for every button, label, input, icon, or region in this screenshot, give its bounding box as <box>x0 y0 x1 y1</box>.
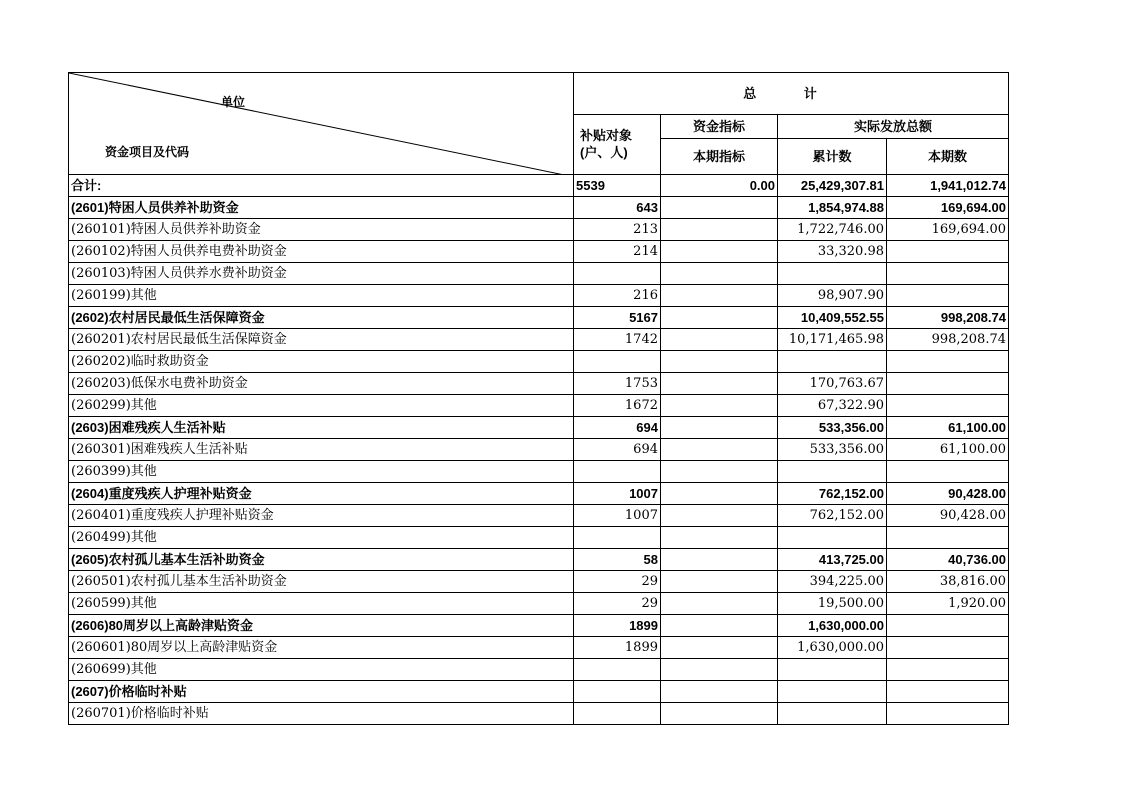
row-subsidy-target: 5167 <box>574 307 661 329</box>
actual-total-header: 实际发放总额 <box>778 115 1009 139</box>
row-cumulative <box>778 461 887 483</box>
row-current-index <box>661 615 778 637</box>
row-cumulative: 98,907.90 <box>778 285 887 307</box>
row-cumulative: 33,320.98 <box>778 241 887 263</box>
row-label: (260102)特困人员供养电费补助资金 <box>69 241 574 263</box>
row-current-index <box>661 703 778 725</box>
row-current-index <box>661 197 778 219</box>
current-index-header: 本期指标 <box>661 139 778 175</box>
row-subsidy-target: 29 <box>574 593 661 615</box>
row-subsidy-target: 694 <box>574 417 661 439</box>
row-current-index <box>661 659 778 681</box>
row-subsidy-target <box>574 351 661 373</box>
row-cumulative <box>778 659 887 681</box>
cumulative-header: 累计数 <box>778 139 887 175</box>
table-row <box>69 329 1009 351</box>
row-subsidy-target: 5539 <box>574 175 661 197</box>
row-current-period <box>887 461 1009 483</box>
total-title: 总 计 <box>743 85 839 101</box>
row-subsidy-target: 694 <box>574 439 661 461</box>
row-current-index <box>661 681 778 703</box>
table-row <box>69 703 1009 725</box>
row-cumulative: 533,356.00 <box>778 417 887 439</box>
row-current-period: 40,736.00 <box>887 549 1009 571</box>
row-subsidy-target: 213 <box>574 219 661 241</box>
row-current-period: 169,694.00 <box>887 197 1009 219</box>
table-row <box>69 417 1009 439</box>
table-row <box>69 461 1009 483</box>
row-current-period: 998,208.74 <box>887 307 1009 329</box>
row-current-period: 90,428.00 <box>887 483 1009 505</box>
row-subsidy-target: 643 <box>574 197 661 219</box>
table-row <box>69 241 1009 263</box>
row-current-period <box>887 285 1009 307</box>
table-row <box>69 263 1009 285</box>
row-current-index <box>661 505 778 527</box>
table-row <box>69 549 1009 571</box>
table-row <box>69 505 1009 527</box>
row-current-index <box>661 461 778 483</box>
row-current-period: 1,920.00 <box>887 593 1009 615</box>
row-label: (260599)其他 <box>69 593 574 615</box>
row-label: (260202)临时救助资金 <box>69 351 574 373</box>
item-label: 资金项目及代码 <box>105 145 190 159</box>
row-current-period <box>887 263 1009 285</box>
subsidy-table <box>68 72 1009 725</box>
row-cumulative <box>778 351 887 373</box>
row-current-period: 90,428.00 <box>887 505 1009 527</box>
row-cumulative: 1,854,974.88 <box>778 197 887 219</box>
row-subsidy-target: 58 <box>574 549 661 571</box>
row-cumulative: 1,630,000.00 <box>778 615 887 637</box>
row-label: (260199)其他 <box>69 285 574 307</box>
row-label: (2604)重度残疾人护理补贴资金 <box>69 483 574 505</box>
table-row <box>69 439 1009 461</box>
row-label: (2602)农村居民最低生活保障资金 <box>69 307 574 329</box>
row-label: (2606)80周岁以上高龄津贴资金 <box>69 615 574 637</box>
row-current-index <box>661 241 778 263</box>
row-current-period: 61,100.00 <box>887 417 1009 439</box>
table-row <box>69 637 1009 659</box>
row-current-period <box>887 703 1009 725</box>
table-row <box>69 307 1009 329</box>
current-period-header: 本期数 <box>887 139 1009 175</box>
row-label: (260601)80周岁以上高龄津贴资金 <box>69 637 574 659</box>
row-current-index: 0.00 <box>661 175 778 197</box>
row-label: 合计: <box>69 175 574 197</box>
row-cumulative: 533,356.00 <box>778 439 887 461</box>
row-subsidy-target <box>574 703 661 725</box>
row-current-period <box>887 395 1009 417</box>
row-subsidy-target <box>574 659 661 681</box>
row-current-index <box>661 417 778 439</box>
row-label: (260499)其他 <box>69 527 574 549</box>
row-cumulative <box>778 703 887 725</box>
row-cumulative: 1,722,746.00 <box>778 219 887 241</box>
row-current-period <box>887 527 1009 549</box>
subsidy-target-header: 补贴对象(户、人) <box>574 115 661 175</box>
row-cumulative: 10,409,552.55 <box>778 307 887 329</box>
row-subsidy-target <box>574 681 661 703</box>
table-row <box>69 219 1009 241</box>
row-current-index <box>661 263 778 285</box>
row-subsidy-target: 1007 <box>574 483 661 505</box>
row-subsidy-target: 1672 <box>574 395 661 417</box>
row-current-period <box>887 615 1009 637</box>
row-subsidy-target: 216 <box>574 285 661 307</box>
row-cumulative <box>778 263 887 285</box>
row-label: (260299)其他 <box>69 395 574 417</box>
row-current-index <box>661 637 778 659</box>
row-label: (260401)重度残疾人护理补贴资金 <box>69 505 574 527</box>
row-label: (260103)特困人员供养水费补助资金 <box>69 263 574 285</box>
row-current-index <box>661 571 778 593</box>
row-current-index <box>661 219 778 241</box>
table-row <box>69 175 1009 197</box>
row-cumulative <box>778 527 887 549</box>
row-label: (2601)特困人员供养补助资金 <box>69 197 574 219</box>
row-current-index <box>661 549 778 571</box>
table-row <box>69 351 1009 373</box>
table-row <box>69 483 1009 505</box>
row-cumulative: 394,225.00 <box>778 571 887 593</box>
table-row <box>69 681 1009 703</box>
row-label: (260399)其他 <box>69 461 574 483</box>
row-label: (260501)农村孤儿基本生活补助资金 <box>69 571 574 593</box>
row-subsidy-target: 1899 <box>574 615 661 637</box>
row-current-period: 1,941,012.74 <box>887 175 1009 197</box>
row-subsidy-target <box>574 263 661 285</box>
row-current-index <box>661 395 778 417</box>
row-label: (2607)价格临时补贴 <box>69 681 574 703</box>
row-label: (260201)农村居民最低生活保障资金 <box>69 329 574 351</box>
table-row <box>69 659 1009 681</box>
row-cumulative: 67,322.90 <box>778 395 887 417</box>
row-label: (2605)农村孤儿基本生活补助资金 <box>69 549 574 571</box>
row-subsidy-target: 1007 <box>574 505 661 527</box>
table-row <box>69 571 1009 593</box>
row-label: (260699)其他 <box>69 659 574 681</box>
row-current-index <box>661 373 778 395</box>
row-cumulative: 1,630,000.00 <box>778 637 887 659</box>
row-cumulative: 170,763.67 <box>778 373 887 395</box>
diagonal-header-cell <box>69 73 574 175</box>
row-label: (260701)价格临时补贴 <box>69 703 574 725</box>
fund-index-header: 资金指标 <box>661 115 778 139</box>
row-current-index <box>661 329 778 351</box>
row-current-index <box>661 593 778 615</box>
unit-label: 单位 <box>221 95 246 109</box>
total-title-cell <box>574 73 1009 115</box>
row-subsidy-target: 1742 <box>574 329 661 351</box>
row-label: (260301)困难残疾人生活补贴 <box>69 439 574 461</box>
table-row <box>69 197 1009 219</box>
row-cumulative: 25,429,307.81 <box>778 175 887 197</box>
row-current-period <box>887 351 1009 373</box>
row-cumulative: 10,171,465.98 <box>778 329 887 351</box>
row-label: (260203)低保水电费补助资金 <box>69 373 574 395</box>
row-cumulative <box>778 681 887 703</box>
row-subsidy-target: 214 <box>574 241 661 263</box>
table-row <box>69 527 1009 549</box>
row-cumulative: 762,152.00 <box>778 483 887 505</box>
row-current-index <box>661 483 778 505</box>
row-current-period <box>887 659 1009 681</box>
row-cumulative: 413,725.00 <box>778 549 887 571</box>
row-label: (260101)特困人员供养补助资金 <box>69 219 574 241</box>
row-current-index <box>661 439 778 461</box>
table-row <box>69 285 1009 307</box>
row-cumulative: 762,152.00 <box>778 505 887 527</box>
table-row <box>69 395 1009 417</box>
row-current-index <box>661 285 778 307</box>
row-current-period <box>887 637 1009 659</box>
table-row <box>69 615 1009 637</box>
row-current-period: 38,816.00 <box>887 571 1009 593</box>
row-subsidy-target <box>574 527 661 549</box>
row-subsidy-target <box>574 461 661 483</box>
row-subsidy-target: 1753 <box>574 373 661 395</box>
row-label: (2603)困难残疾人生活补贴 <box>69 417 574 439</box>
row-subsidy-target: 1899 <box>574 637 661 659</box>
table-row <box>69 593 1009 615</box>
row-subsidy-target: 29 <box>574 571 661 593</box>
row-current-period: 61,100.00 <box>887 439 1009 461</box>
row-current-index <box>661 527 778 549</box>
row-current-index <box>661 307 778 329</box>
row-cumulative: 19,500.00 <box>778 593 887 615</box>
row-current-index <box>661 351 778 373</box>
row-current-period <box>887 241 1009 263</box>
row-current-period: 998,208.74 <box>887 329 1009 351</box>
row-current-period: 169,694.00 <box>887 219 1009 241</box>
row-current-period <box>887 681 1009 703</box>
table-row <box>69 373 1009 395</box>
row-current-period <box>887 373 1009 395</box>
